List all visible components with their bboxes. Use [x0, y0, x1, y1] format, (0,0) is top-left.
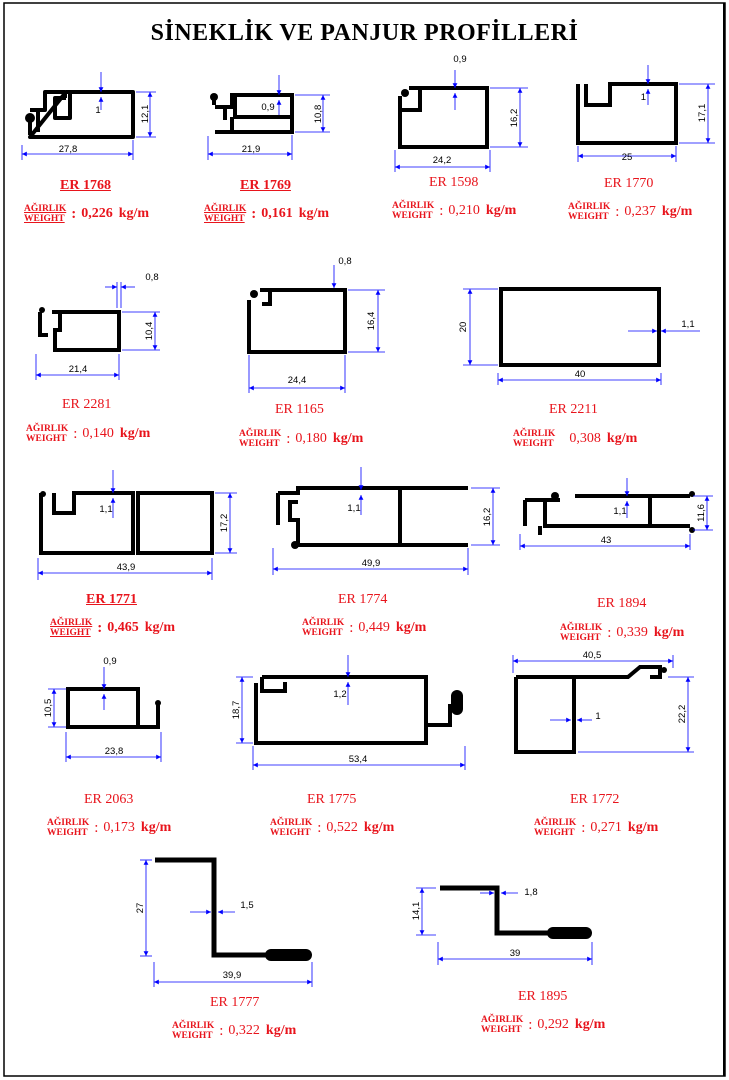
profile-code-er-1768: ER 1768: [60, 178, 111, 193]
dim-er-1772-thickness: 1: [595, 711, 601, 722]
dim-er-1598-thickness: 0,9: [453, 54, 467, 65]
profile-code-er-1895: ER 1895: [518, 989, 568, 1004]
profile-code-er-1770: ER 1770: [604, 176, 654, 191]
dim-er-2211-width: 40: [574, 369, 586, 380]
dim-er-1772-width: 40,5: [582, 650, 602, 661]
profile-weight-er-2281: AĞIRLIK WEIGHT : 0,140 kg/m: [26, 424, 151, 444]
profile-drawing-er-2063: [68, 689, 161, 727]
weight-label-tr: AĞIRLIK: [24, 204, 67, 214]
profile-weight-er-1895: AĞIRLIK WEIGHT : 0,292 kg/m: [481, 1015, 606, 1035]
dim-er-1771-height: 17,2: [219, 513, 230, 533]
dim-er-2281-height: 10,4: [144, 321, 155, 341]
dim-er-2211-height: 20: [458, 321, 469, 333]
dim-er-1895-height: 14,1: [411, 901, 422, 921]
profile-code-er-1598: ER 1598: [429, 175, 479, 190]
dim-er-1777-height: 27: [135, 902, 146, 914]
profile-weight-er-1771: AĞIRLIK WEIGHT : 0,465 kg/m: [50, 618, 176, 638]
profile-code-er-1775: ER 1775: [307, 792, 357, 807]
profile-code-er-1777: ER 1777: [210, 995, 260, 1010]
weight-label-en: WEIGHT: [24, 214, 65, 224]
dim-er-1774-thickness: 1,1: [347, 503, 361, 514]
profile-weight-er-2211: AĞIRLIK WEIGHT 0,308 kg/m: [513, 429, 638, 449]
dim-er-1769-height: 10,8: [313, 104, 324, 124]
dim-er-1772-height: 22,2: [677, 704, 688, 724]
profile-code-er-1769: ER 1769: [240, 178, 291, 193]
dim-er-1165-thickness: 0,8: [338, 256, 352, 267]
profile-code-er-1771: ER 1771: [86, 592, 137, 607]
profile-weight-er-1775: AĞIRLIK WEIGHT : 0,522 kg/m: [270, 818, 395, 838]
dim-er-1165-width: 24,4: [287, 375, 307, 386]
profile-drawing-er-1894: [525, 491, 695, 535]
dim-er-1769-width: 21,9: [241, 144, 261, 155]
dim-er-1775-thickness: 1,2: [333, 689, 347, 700]
dim-er-1769-thickness: 0,9: [261, 102, 275, 113]
dim-er-2281-width: 21,4: [68, 364, 88, 375]
dim-er-1775-width: 53,4: [348, 754, 368, 765]
profile-drawing-er-1165: [249, 290, 345, 352]
dim-er-2063-thickness: 0,9: [103, 656, 117, 667]
profile-drawing-er-1777: [155, 860, 312, 961]
profile-weight-er-1165: AĞIRLIK WEIGHT : 0,180 kg/m: [239, 429, 364, 449]
profile-drawing-er-1769: [210, 93, 292, 132]
dim-er-1894-height: 11,6: [696, 504, 707, 522]
profile-drawing-er-1771: [40, 491, 212, 553]
dim-er-1777-width: 39,9: [222, 970, 242, 981]
profile-drawing-er-1775: [256, 677, 463, 743]
profile-weight-er-1772: AĞIRLIK WEIGHT : 0,271 kg/m: [534, 818, 659, 838]
dim-er-1894-thickness: 1,1: [613, 506, 627, 517]
dim-er-1774-height: 16,2: [482, 507, 493, 527]
profile-code-er-1165: ER 1165: [275, 402, 324, 417]
dim-er-2063-height: 10,5: [43, 698, 54, 718]
dim-er-1775-height: 18,7: [231, 700, 242, 720]
dim-er-1774-width: 49,9: [361, 558, 381, 569]
profile-weight-er-2063: AĞIRLIK WEIGHT : 0,173 kg/m: [47, 818, 172, 838]
profile-drawing-er-1770: [578, 84, 676, 143]
dim-er-1768-thickness: 1: [95, 105, 101, 116]
profile-code-er-2063: ER 2063: [84, 792, 134, 807]
profile-drawing-er-2281: [39, 307, 119, 350]
dim-er-1165-height: 16,4: [366, 311, 377, 331]
dim-er-1895-width: 39: [509, 948, 521, 959]
dim-er-1770-height: 17,1: [697, 103, 708, 123]
dim-er-1894-width: 43: [600, 535, 612, 546]
weight-value: 0,226: [81, 206, 113, 221]
dim-er-1768-height: 12,1: [140, 104, 151, 124]
profile-drawing-er-1774: [278, 488, 468, 549]
profile-weight-er-1777: AĞIRLIK WEIGHT : 0,322 kg/m: [172, 1021, 297, 1041]
dim-er-1768-width: 27,8: [58, 144, 78, 155]
dim-er-1895-thickness: 1,8: [524, 887, 538, 898]
dim-er-2281-thickness: 0,8: [145, 272, 159, 283]
profile-drawing-er-1598: [400, 88, 487, 147]
dim-er-2211-thickness: 1,1: [681, 319, 695, 330]
dim-er-1598-height: 16,2: [509, 108, 520, 128]
dim-er-1777-thickness: 1,5: [240, 900, 254, 911]
page-title: SİNEKLİK VE PANJUR PROFİLLERİ: [150, 20, 579, 46]
profile-code-er-1772: ER 1772: [570, 792, 620, 807]
dim-er-1770-width: 25: [621, 152, 633, 163]
profile-code-er-1894: ER 1894: [597, 596, 647, 611]
profile-weight-er-1770: AĞIRLIK WEIGHT : 0,237 kg/m: [568, 202, 693, 222]
profile-weight-er-1768: AĞIRLIK WEIGHT : 0,226 kg/m: [24, 204, 150, 224]
profile-drawing-er-2211: [501, 289, 659, 365]
dim-er-1771-thickness: 1,1: [99, 504, 113, 515]
profile-weight-er-1774: AĞIRLIK WEIGHT : 0,449 kg/m: [302, 618, 427, 638]
dim-er-1770-thickness: 1: [640, 92, 646, 103]
profile-code-er-2211: ER 2211: [549, 402, 598, 417]
profile-code-er-1774: ER 1774: [338, 592, 388, 607]
profile-weight-er-1769: AĞIRLIK WEIGHT : 0,161 kg/m: [204, 204, 330, 224]
dim-er-1598-width: 24,2: [432, 155, 452, 166]
weight-unit: kg/m: [118, 206, 150, 221]
profile-drawing-er-1768: [25, 92, 133, 137]
dim-er-1771-width: 43,9: [116, 562, 136, 573]
profile-weight-er-1598: AĞIRLIK WEIGHT : 0,210 kg/m: [392, 201, 517, 221]
profile-code-er-2281: ER 2281: [62, 397, 112, 412]
profile-drawing-er-1895: [440, 888, 592, 939]
profile-weight-er-1894: AĞIRLIK WEIGHT : 0,339 kg/m: [560, 623, 685, 643]
dim-er-2063-width: 23,8: [104, 746, 124, 757]
profile-drawing-er-1772: [516, 667, 667, 752]
